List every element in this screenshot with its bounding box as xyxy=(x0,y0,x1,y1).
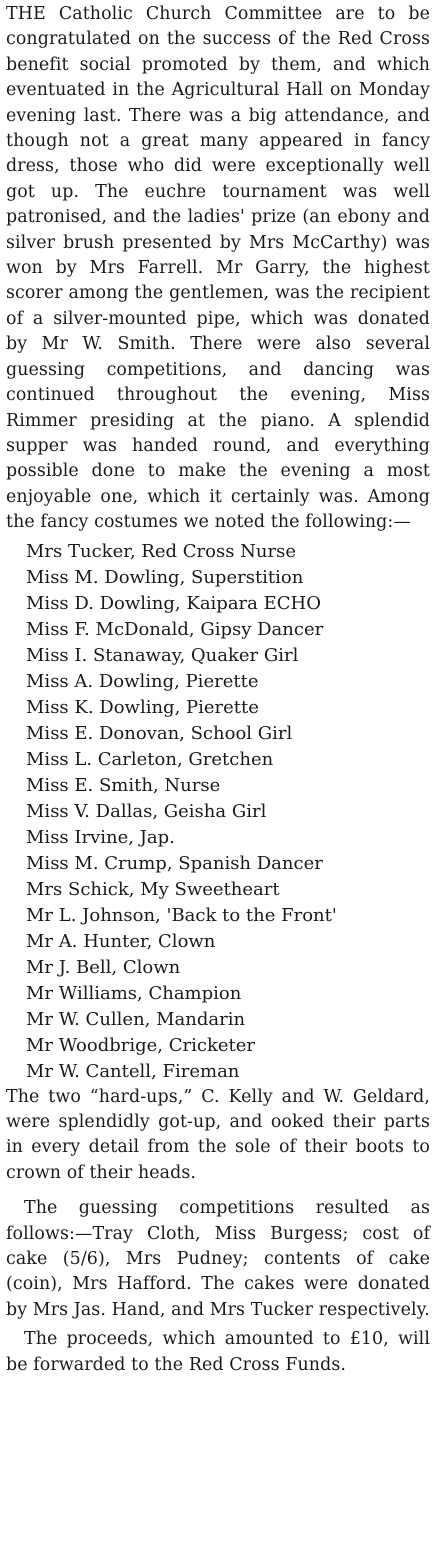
costume-list-item: Miss E. Smith, Nurse xyxy=(26,774,221,796)
costume-list xyxy=(6,539,430,1085)
costume-list-item: Miss F. McDonald, Gipsy Dancer xyxy=(26,618,324,640)
guessing-results-paragraph: The guessing competitions resulted as follows:—Tray Cloth, Miss Burgess; cost of cake (5/6), Mrs Pudney; contents of cake (coin), Mrs Hafford. The cakes were donated by Mrs Jas. Hand, and Mrs Tucker respectively. xyxy=(6,1198,430,1320)
costume-list-item: Mr Williams, Champion xyxy=(26,982,242,1004)
costume-list-item: Mr W. Cullen, Mandarin xyxy=(26,1008,246,1030)
costume-list-item: Miss A. Dowling, Pierette xyxy=(26,670,259,692)
costume-list-item: Miss I. Stanaway, Quaker Girl xyxy=(26,644,299,666)
costume-list-item: Mr L. Johnson, 'Back to the Front' xyxy=(26,904,337,926)
newspaper-article xyxy=(6,2,430,1378)
costume-list-item: Mrs Tucker, Red Cross Nurse xyxy=(26,540,296,562)
costume-list-item: Miss L. Carleton, Gretchen xyxy=(26,748,274,770)
hard-ups-paragraph: The two “hard-ups,” C. Kelly and W. Geldard, were splendidly got-up, and ooked their parts in every detail from the sole of their boots to crown of their heads. xyxy=(6,1086,430,1183)
costume-list-item: Miss M. Dowling, Superstition xyxy=(26,566,304,588)
costume-list-item: Miss M. Crump, Spanish Dancer xyxy=(26,852,323,874)
costume-list-item: Miss E. Donovan, School Girl xyxy=(26,722,293,744)
costume-list-item: Mr A. Hunter, Clown xyxy=(26,930,216,952)
costume-list-item: Miss Irvine, Jap. xyxy=(26,826,175,848)
costume-list-item: Miss D. Dowling, Kaipara ECHO xyxy=(26,592,321,614)
costume-list-item: Miss V. Dallas, Geisha Girl xyxy=(26,800,267,822)
intro-paragraph: THE Catholic Church Committee are to be congratulated on the success of the Red Cross benefit social promoted by them, and which eventuated in the Agricultural Hall on Monday evening last. There was a big attendance, and though not a great many appeared in fancy dress, those who did were exceptionally well got up. The euchre tournament was well patronised, and the ladies' prize (an ebony and silver brush presented by Mrs McCarthy) was won by Mrs Farrell. Mr Garry, the highest scorer among the gentlemen, was the recipient of a silver-mounted pipe, which was donated by Mr W. Smith. There were also several guessing competitions, and dancing was continued throughout the evening, Miss Rimmer presiding at the piano. A splendid supper was handed round, and everything possible done to make the evening a most enjoyable one, which it certainly was. Among the fancy costumes we noted the following:— xyxy=(6,4,430,533)
costume-list-item: Mr Woodbrige, Cricketer xyxy=(26,1034,255,1056)
costume-list-item: Miss K. Dowling, Pierette xyxy=(26,696,259,718)
proceeds-paragraph: The proceeds, which amounted to £10, will be forwarded to the Red Cross Funds. xyxy=(6,1329,430,1375)
costume-list-item: Mr J. Bell, Clown xyxy=(26,956,181,978)
costume-list-item: Mrs Schick, My Sweetheart xyxy=(26,878,280,900)
costume-list-item: Mr W. Cantell, Fireman xyxy=(26,1060,240,1082)
